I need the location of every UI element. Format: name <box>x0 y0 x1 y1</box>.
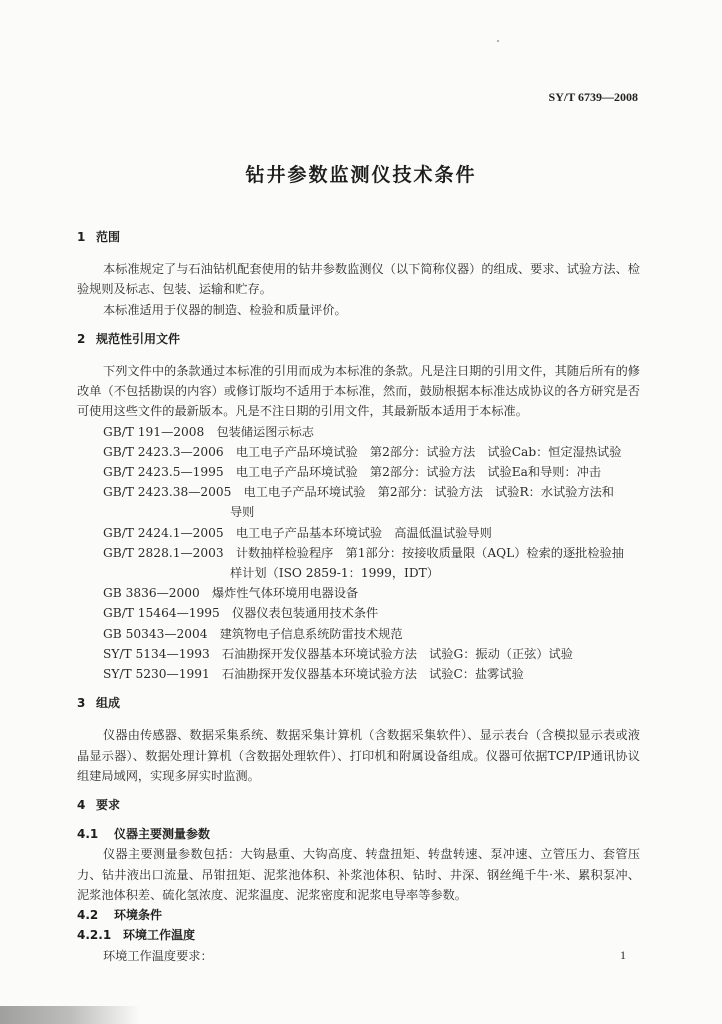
reference-item <box>77 422 640 442</box>
reference-title-continued: 样计划（ISO 2859-1：1999，IDT） <box>230 566 439 581</box>
reference-title: 电工电子产品环境试验 第2部分：试验方法 试验Ea和导则：冲击 <box>235 465 602 480</box>
reference-code: SY/T 5134—1993 <box>103 646 210 661</box>
reference-item <box>77 543 640 583</box>
reference-title: 电工电子产品基本环境试验 高温低温试验导则 <box>235 525 492 540</box>
section-3-paragraph-1: 仪器由传感器、数据采集系统、数据采集计算机（含数据采集软件）、显示表台（含模拟显示表或液晶显示器）、数据处理计算机（含数据处理软件）、打印机和附属设备组成。仪器可依据TCP/IP通讯协议组建局域网，实现多屏实时监测。 <box>77 728 640 783</box>
section-number: 4.1 <box>77 827 99 842</box>
document-body <box>77 227 640 966</box>
section-number: 4.2.1 <box>77 928 112 943</box>
reference-title: 电工电子产品环境试验 第2部分：试验方法 试验Cab：恒定湿热试验 <box>235 444 622 459</box>
reference-title: 石油勘探开发仪器基本环境试验方法 试验C：盐雾试验 <box>221 667 524 682</box>
section-title: 组成 <box>96 696 121 711</box>
section-number: 4 <box>77 798 86 813</box>
section-number: 3 <box>77 696 86 711</box>
section-4-heading <box>77 795 640 815</box>
reference-code: GB/T 2423.38—2005 <box>103 485 232 500</box>
reference-title: 建筑物电子信息系统防雷技术规范 <box>219 626 403 641</box>
reference-code: GB/T 2828.1—2003 <box>103 545 224 560</box>
section-4-1-paragraph-1: 仪器主要测量参数包括：大钩悬重、大钩高度、转盘扭矩、转盘转速、泵冲速、立管压力、套管压力、钻井液出口流量、吊钳扭矩、泥浆池体积、补浆池体积、钻时、井深、钢丝绳千牛·米、累积泵冲、泥浆池体积差、硫化氢浓度、泥浆温度、泥浆密度和泥浆电导率等参数。 <box>77 847 640 902</box>
section-1-paragraph-1: 本标准规定了与石油钻机配套使用的钻井参数监测仪（以下简称仪器）的组成、要求、试验方法、检验规则及标志、包装、运输和贮存。 <box>77 262 640 297</box>
reference-item <box>77 583 640 603</box>
scan-speck <box>497 40 499 42</box>
section-title: 环境工作温度 <box>123 928 196 943</box>
section-number: 4.2 <box>77 908 99 923</box>
section-title: 仪器主要测量参数 <box>114 827 211 842</box>
section-title: 环境条件 <box>114 908 163 923</box>
section-title: 要求 <box>96 798 121 813</box>
reference-title-continued: 导则 <box>230 505 255 520</box>
reference-code: SY/T 5230—1991 <box>103 667 210 682</box>
reference-title: 包装储运图示标志 <box>216 424 314 439</box>
reference-title: 石油勘探开发仪器基本环境试验方法 试验G：振动（正弦）试验 <box>221 646 573 661</box>
reference-item <box>77 644 640 664</box>
reference-code: GB/T 191—2008 <box>103 424 205 439</box>
section-4-1-heading <box>77 824 640 844</box>
page-number: 1 <box>620 948 626 962</box>
section-number: 2 <box>77 331 86 346</box>
reference-item <box>77 482 640 522</box>
section-3-heading <box>77 693 640 713</box>
reference-item <box>77 664 640 684</box>
reference-code: GB/T 15464—1995 <box>103 606 220 621</box>
scan-edge-shadow <box>0 1006 140 1024</box>
reference-item <box>77 624 640 644</box>
reference-title: 计数抽样检验程序 第1部分：按接收质量限（AQL）检索的逐批检验抽 <box>235 545 624 560</box>
section-1-paragraph-2: 本标准适用于仪器的制造、检验和质量评价。 <box>103 302 347 317</box>
reference-list <box>77 422 640 685</box>
section-1-heading <box>77 227 640 247</box>
reference-title: 仪器仪表包装通用技术条件 <box>231 606 379 621</box>
reference-item <box>77 523 640 543</box>
reference-item <box>77 462 640 482</box>
reference-code: GB/T 2424.1—2005 <box>103 525 224 540</box>
reference-code: GB/T 2423.5—1995 <box>103 465 224 480</box>
reference-title: 爆炸性气体环境用电器设备 <box>211 586 359 601</box>
reference-title: 电工电子产品环境试验 第2部分：试验方法 试验R：水试验方法和 <box>243 485 614 500</box>
section-4-2-1-paragraph-1: 环境工作温度要求： <box>103 948 213 963</box>
section-title: 范围 <box>96 230 121 244</box>
section-4-2-1-heading <box>77 925 640 945</box>
reference-item <box>77 603 640 623</box>
section-4-2-heading <box>77 905 640 925</box>
reference-code: GB/T 2423.3—2006 <box>103 444 224 459</box>
reference-item <box>77 442 640 462</box>
section-number: 1 <box>77 230 86 244</box>
standard-code: SY/T 6739—2008 <box>548 90 638 104</box>
section-title: 规范性引用文件 <box>96 331 181 346</box>
section-2-paragraph-1: 下列文件中的条款通过本标准的引用而成为本标准的条款。凡是注日期的引用文件，其随后所有的修改单（不包括勘误的内容）或修订版均不适用于本标准，然而，鼓励根据本标准达成协议的各方研究是否可使用这些文件的最新版本。凡是不注日期的引用文件，其最新版本适用于本标准。 <box>77 364 640 419</box>
reference-code: GB 50343—2004 <box>103 626 208 641</box>
document-title: 钻井参数监测仪技术条件 <box>245 164 477 186</box>
reference-code: GB 3836—2000 <box>103 586 200 601</box>
section-2-heading <box>77 329 640 349</box>
